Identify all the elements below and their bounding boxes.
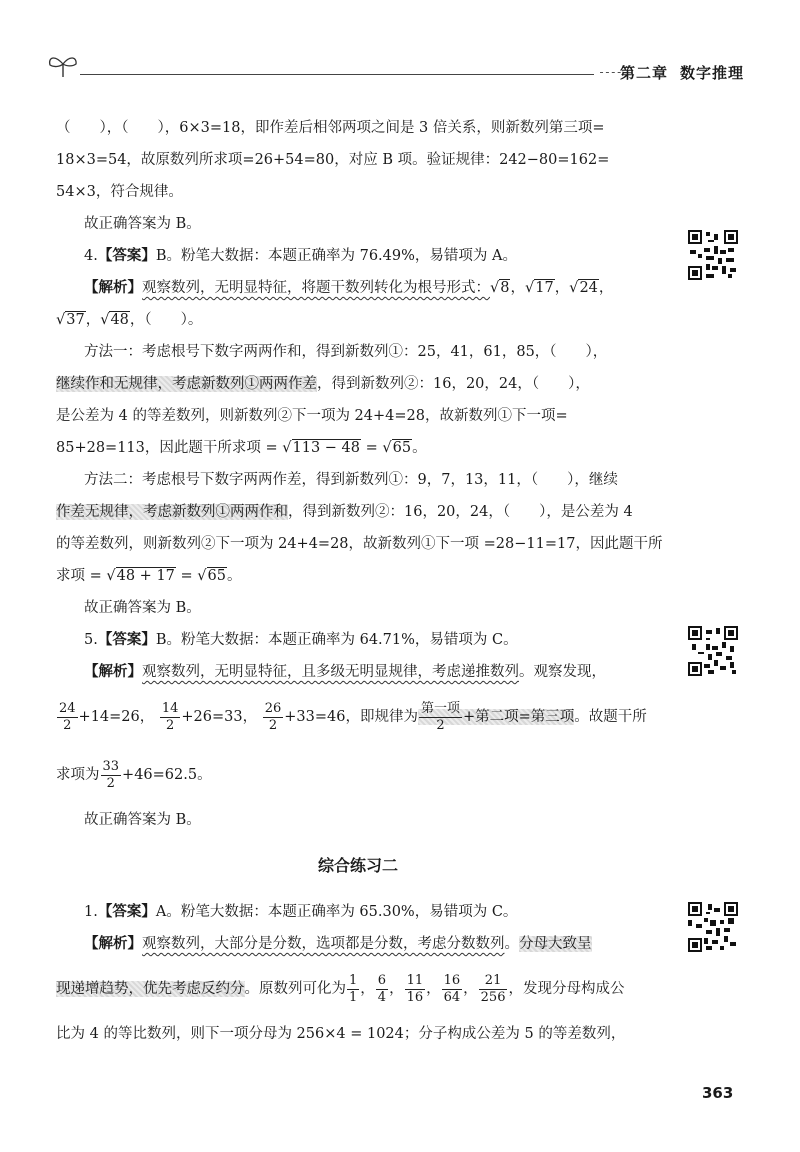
header-dashes: - - - - - <box>599 65 626 79</box>
text-line: 求项 = √48 + 17 = √65。 <box>56 568 242 584</box>
fraction <box>405 973 426 1006</box>
method1-line: 方法一：考虑根号下数字两两作和，得到新数列①：25，41，61，85，（ ）， <box>84 344 608 360</box>
fraction <box>347 973 359 1006</box>
q4-analysis-line: 【解析】观察数列，无明显特征，将题干数列转化为根号形式：√8，√17，√24， <box>84 279 614 296</box>
chapter-title: 第二章 数字推理 <box>619 64 744 82</box>
fraction <box>479 973 508 1006</box>
text-line: 继续作和无规律，考虑新数列①两两作差，得到新数列②：16，20，24，（ ）， <box>56 376 590 392</box>
text-line: 的等差数列，则新数列②下一项为 24+4=28，故新数列①下一项 =28−11=17，因此题干所 <box>56 536 663 552</box>
fraction-numerator: 16 <box>443 972 461 988</box>
sprout-icon <box>46 52 80 82</box>
text-line: 是公差为 4 的等差数列，则新数列②下一项为 24+4=28，故新数列①下一项= <box>56 408 568 424</box>
fraction-denominator: 64 <box>443 989 461 1005</box>
q4-answer-line: 4.【答案】B。粉笔大数据：本题正确率为 76.49%，易错项为 A。 <box>84 247 517 264</box>
fraction-denominator: 4 <box>377 989 387 1005</box>
method2-line: 方法二：考虑根号下数字两两作差，得到新数列①：9，7，13，11，（ ），继续 <box>84 472 618 488</box>
q5-formula-line: $\frac{24}{2}$ +14=26， $\frac{14}{2}$ +26=33， $\frac{26}{2}$ +33=46，即规律为 $\frac{\text{第一项}}{2}$ +第二项=第三项。故题干所 <box>59 700 647 733</box>
s2q1-answer-line: 1.【答案】A。粉笔大数据：本题正确率为 65.30%，易错项为 C。 <box>84 903 518 920</box>
fraction: $\frac{33}{2}$ <box>102 758 120 791</box>
q5-answer-line: 5.【答案】B。粉笔大数据：本题正确率为 64.71%，易错项为 C。 <box>84 631 518 648</box>
text-line: 54×3，符合规律。 <box>56 184 183 200</box>
fraction: $\frac{26}{2}$ <box>264 700 282 733</box>
fraction-numerator: 11 <box>406 972 424 988</box>
page-number: 363 <box>702 1084 734 1102</box>
fraction: $\frac{\text{第一项}}{2}$ <box>420 700 460 733</box>
text-line: （ ），（ ），6×3=18，即作差后相邻两项之间是 3 倍关系，则新数列第三项= <box>56 120 605 136</box>
fraction: $\frac{24}{2}$ <box>59 700 76 733</box>
fraction-denominator: 16 <box>406 989 424 1005</box>
fraction-numerator: 6 <box>377 972 387 988</box>
fraction-numerator: 1 <box>349 972 358 988</box>
qr-code-q5[interactable] <box>688 626 738 676</box>
answer-conclusion: 故正确答案为 B。 <box>84 812 201 828</box>
fraction <box>442 973 463 1006</box>
section-title: 综合练习二 <box>317 856 398 875</box>
fraction-denominator: 1 <box>349 989 358 1005</box>
text-line: 求项为 $\frac{33}{2}$ +46=62.5。 <box>56 758 212 791</box>
qr-code-s2q1[interactable] <box>688 902 738 952</box>
text-line: 18×3=54，故原数列所求项=26+54=80，对应 B 项。验证规律：242−80=162= <box>56 152 610 168</box>
header-rule <box>80 74 594 75</box>
q5-analysis-line: 【解析】观察数列，无明显特征，且多级无明显规律，考虑递推数列。观察发现， <box>84 663 606 680</box>
fraction <box>376 973 388 1006</box>
text-line: 85+28=113，因此题干所求项 = √113 − 48 = √65。 <box>56 440 427 456</box>
fraction-denominator: 256 <box>480 989 506 1005</box>
answer-conclusion: 故正确答案为 B。 <box>84 600 201 616</box>
fraction-list: $\frac{1}{1}$ ， $\frac{6}{4}$ ， $\frac{11}{16}$ ， $\frac{16}{64}$ ， $\frac{21}{256}$ <box>349 972 506 1005</box>
page-header <box>40 52 744 82</box>
fraction: $\frac{14}{2}$ <box>161 700 179 733</box>
s2q1-fraction-line: 现递增趋势，优先考虑反约分。原数列可化为 $\frac{1}{1}$ ， $\frac{6}{4}$ ， $\frac{11}{16}$ ， $\frac{16}{64}$ ， $\frac{21}{256}$ ，发现分母构成公 <box>56 972 625 1005</box>
answer-conclusion: 故正确答案为 B。 <box>84 216 201 232</box>
s2q1-analysis-line: 【解析】观察数列，大部分是分数，选项都是分数，考虑分数数列。分母大致呈 <box>84 935 592 952</box>
fraction-numerator: 21 <box>479 973 508 990</box>
text-line: 作差无规律，考虑新数列①两两作和，得到新数列②：16，20，24，（ ），是公差为 4 <box>56 504 633 520</box>
text-line: √37，√48，（ ）。 <box>56 312 203 328</box>
qr-code-q4[interactable] <box>688 230 738 280</box>
page-body <box>56 112 663 1050</box>
text-line: 比为 4 的等比数列，则下一项分母为 256×4 = 1024；分子构成公差为 5 的等差数列， <box>56 1026 626 1042</box>
